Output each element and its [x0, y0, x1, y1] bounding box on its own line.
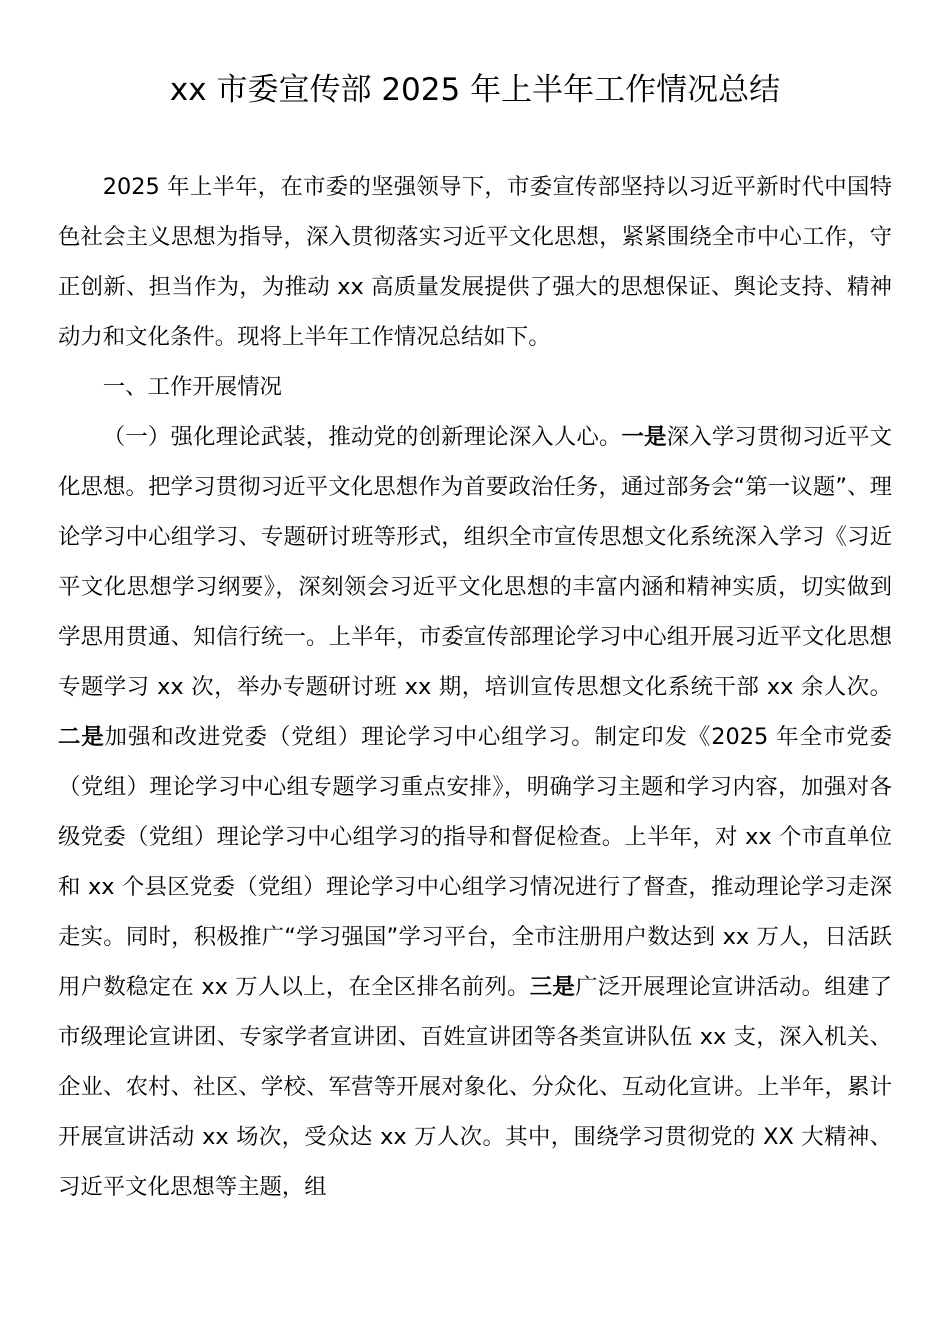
document-title: xx 市委宣传部 2025 年上半年工作情况总结 — [169, 72, 781, 108]
document-body — [58, 162, 892, 1212]
point-text-2: 加强和改进党委（党组）理论学习中心组学习。制定印发《2025 年全市党委（党组）理论学习中心组专题学习重点安排》，明确学习主题和学习内容，加强对各级党委（党组）理论学习中心组学习的指导和督促检查。上半年，对 xx 个市直单位和 xx 个县区党委（党组）理论学习中心组学习情况进行了督查，推动理论学习走深走实。同时，积极推广“学习强国”学习平台，全市注册用户数达到 xx 万人，日活跃用户数稳定在 xx 万人以上，在全区排名前列。 — [58, 724, 893, 1000]
intro-paragraph: 2025 年上半年，在市委的坚强领导下，市委宣传部坚持以习近平新时代中国特色社会主义思想为指导，深入贯彻落实习近平文化思想，紧紧围绕全市中心工作，守正创新、担当作为，为推动 xx 高质量发展提供了强大的思想保证、舆论支持、精神动力和文化条件。现将上半年工作情况总结如下。 — [58, 174, 892, 350]
point-label-3: 三是 — [529, 974, 576, 1000]
point-text-1: 深入学习贯彻习近平文化思想。把学习贯彻习近平文化思想作为首要政治任务，通过部务会“第一议题”、理论学习中心组学习、专题研讨班等形式，组织全市宣传思想文化系统深入学习《习近平文化思想学习纲要》，深刻领会习近平文化思想的丰富内涵和精神实质，切实做到学思用贯通、知信行统一。上半年，市委宣传部理论学习中心组开展习近平文化思想专题学习 xx 次，举办专题研讨班 xx 期，培训宣传思想文化系统干部 xx 余人次。 — [58, 424, 893, 700]
section-heading: 一、工作开展情况 — [102, 374, 282, 400]
subsection-heading: （一）强化理论武装，推动党的创新理论深入人心。 — [102, 424, 622, 450]
point-text-3: 广泛开展理论宣讲活动。组建了市级理论宣讲团、专家学者宣讲团、百姓宣讲团等各类宣讲队伍 xx 支，深入机关、企业、农村、社区、学校、军营等开展对象化、分众化、互动化宣讲。上半年，累计开展宣讲活动 xx 场次，受众达 xx 万人次。其中，围绕学习贯彻党的 XX 大精神、习近平文化思想等主题，组 — [58, 974, 893, 1200]
point-label-2: 二是 — [58, 724, 105, 750]
subsection-paragraph — [58, 412, 892, 1212]
point-label-1: 一是 — [621, 424, 667, 450]
